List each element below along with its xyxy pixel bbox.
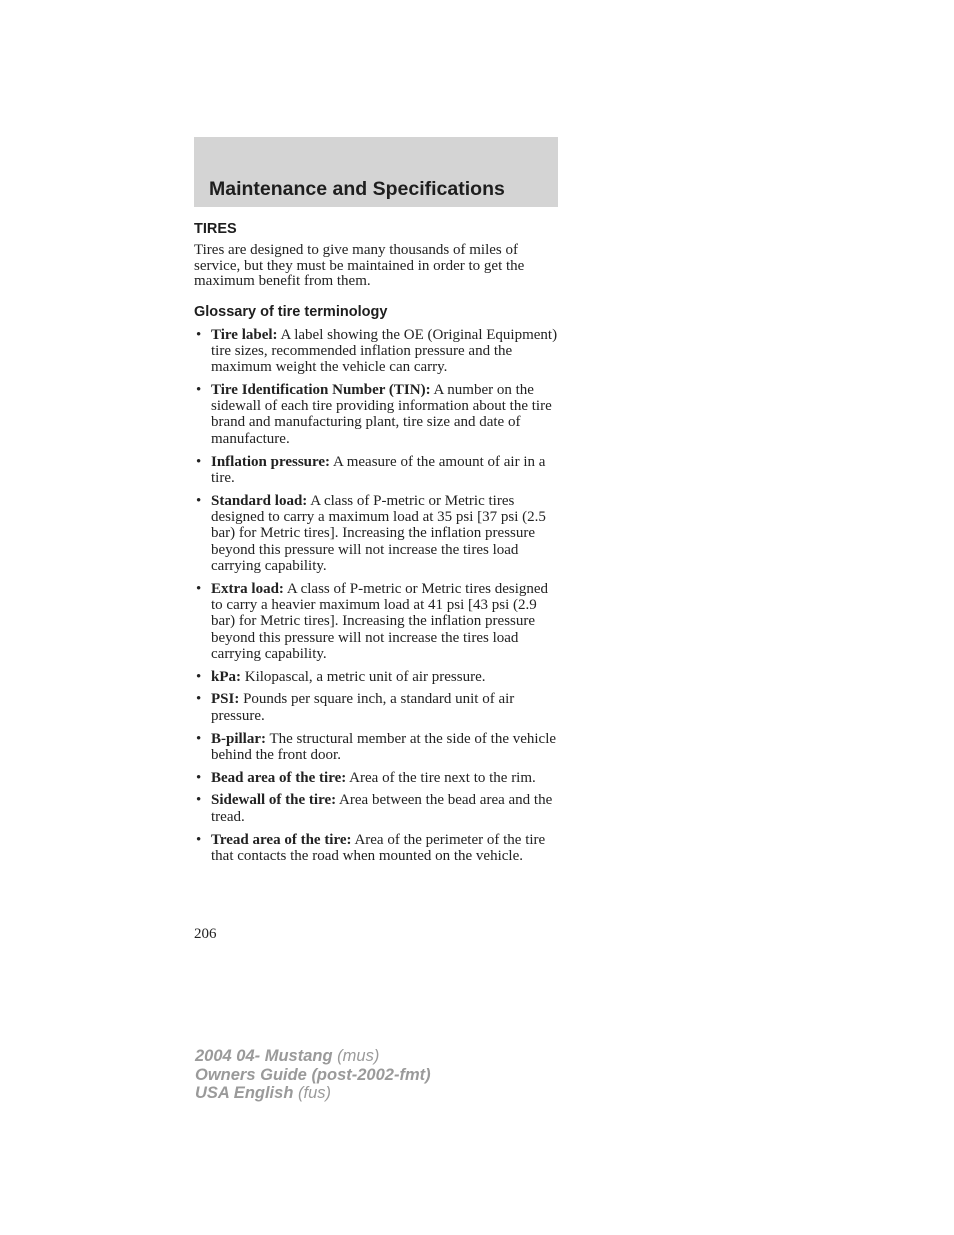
glossary-item xyxy=(194,770,560,786)
glossary-definition: A class of P-metric or Metric tires designed to carry a heavier maximum load at 41 psi [43 psi (2.9 bar) for Metric tires]. Increasing the inflation pressure beyond this pressure will not increase the tires load carrying capability. xyxy=(211,580,549,662)
glossary-item xyxy=(194,691,560,724)
glossary-term: Extra load: xyxy=(211,580,284,597)
footer-line-guide xyxy=(195,1066,431,1085)
footer-model-code: (mus) xyxy=(332,1047,380,1065)
glossary-term: Inflation pressure: xyxy=(211,453,331,470)
bullet-marker: • xyxy=(196,580,202,597)
glossary-term: B-pillar: xyxy=(211,730,266,747)
glossary-definition: Area between the bead area and the tread. xyxy=(211,792,553,825)
glossary-term: Tire label: xyxy=(211,326,278,343)
bullet-marker: • xyxy=(196,769,202,786)
bullet-marker: • xyxy=(196,381,202,398)
glossary-item xyxy=(194,327,560,376)
glossary-definition: A measure of the amount of air in a tire. xyxy=(211,453,546,486)
glossary-item xyxy=(194,792,560,825)
section-header-band xyxy=(194,137,558,207)
glossary-term: kPa: xyxy=(211,668,241,685)
footer-guide: Owners Guide (post-2002-fmt) xyxy=(195,1065,431,1084)
intro-paragraph: Tires are designed to give many thousands of miles of service, but they must be maintained in order to get the maximum benefit from them. xyxy=(194,242,525,289)
footer-language: USA English xyxy=(195,1084,294,1102)
document-footer xyxy=(195,1047,431,1103)
footer-line-language xyxy=(195,1084,431,1103)
glossary-item xyxy=(194,493,560,574)
bullet-marker: • xyxy=(196,691,202,708)
glossary-list xyxy=(194,327,560,865)
glossary-definition: The structural member at the side of the vehicle behind the front door. xyxy=(211,730,557,763)
bullet-marker: • xyxy=(196,792,202,809)
bullet-marker: • xyxy=(196,668,202,685)
bullet-marker: • xyxy=(196,326,202,343)
footer-model: 2004 04- Mustang xyxy=(195,1047,333,1065)
glossary-definition: Pounds per square inch, a standard unit of air pressure. xyxy=(211,691,515,724)
glossary-definition: Area of the perimeter of the tire that contacts the road when mounted on the vehicle. xyxy=(211,831,546,864)
bullet-marker: • xyxy=(196,492,202,509)
glossary-definition: A label showing the OE (Original Equipment) tire sizes, recommended inflation pressure and the maximum weight the vehicle can carry. xyxy=(211,326,558,376)
glossary-term: Sidewall of the tire: xyxy=(211,792,337,809)
bullet-marker: • xyxy=(196,730,202,747)
bullet-marker: • xyxy=(196,453,202,470)
page-content xyxy=(194,221,560,871)
glossary-item xyxy=(194,454,560,487)
glossary-definition: A number on the sidewall of each tire providing information about the tire brand and manufacturing plant, tire size and date of manufacture. xyxy=(211,381,552,447)
glossary-definition: Kilopascal, a metric unit of air pressure. xyxy=(241,668,486,685)
section-title: TIRES xyxy=(194,221,237,237)
glossary-term: Standard load: xyxy=(211,492,308,509)
page-number: 206 xyxy=(194,926,217,942)
bullet-marker: • xyxy=(196,831,202,848)
glossary-term: Tread area of the tire: xyxy=(211,831,352,848)
glossary-term: Tire Identification Number (TIN): xyxy=(211,381,431,398)
glossary-definition: A class of P-metric or Metric tires designed to carry a maximum load at 35 psi [37 psi (2.5 bar) for Metric tires]. Increasing the inflation pressure beyond this pressure will not increase the tires load carrying capability. xyxy=(211,492,546,574)
glossary-term: Bead area of the tire: xyxy=(211,769,347,786)
footer-language-code: (fus) xyxy=(293,1084,331,1102)
glossary-term: PSI: xyxy=(211,691,240,708)
glossary-item xyxy=(194,832,560,865)
glossary-item xyxy=(194,731,560,764)
glossary-item xyxy=(194,669,560,685)
glossary-title: Glossary of tire terminology xyxy=(194,303,388,320)
glossary-item xyxy=(194,581,560,662)
chapter-title: Maintenance and Specifications xyxy=(209,178,505,200)
glossary-definition: Area of the tire next to the rim. xyxy=(346,769,536,786)
footer-line-model xyxy=(195,1047,431,1066)
glossary-item xyxy=(194,382,560,447)
